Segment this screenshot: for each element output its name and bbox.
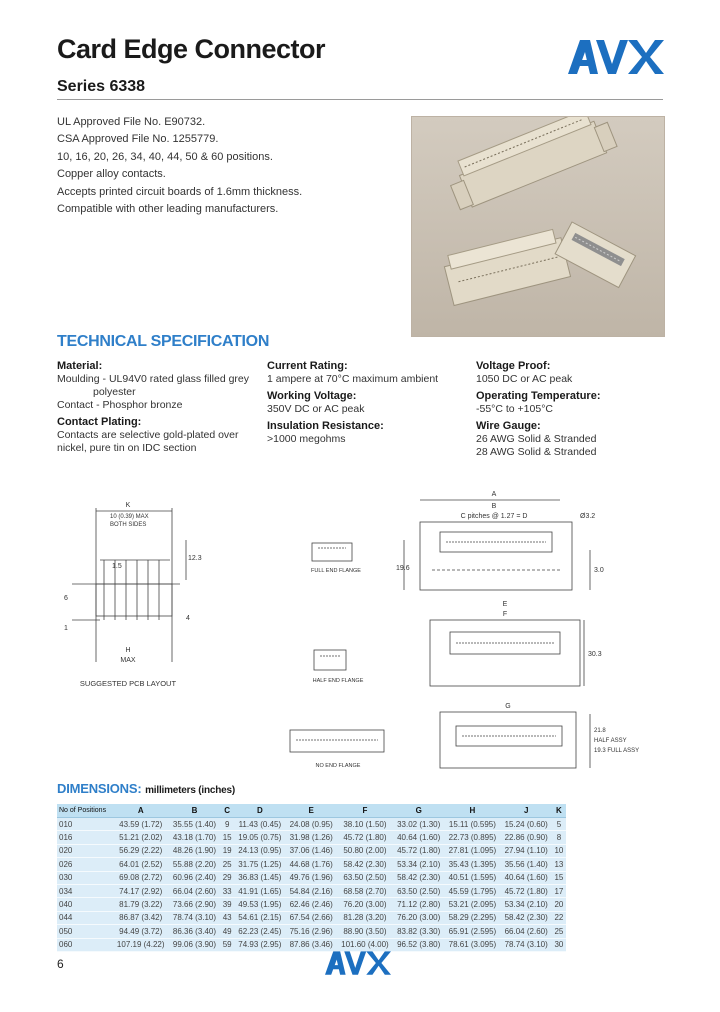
table-cell: 25 — [552, 925, 566, 938]
table-cell: 60.96 (2.40) — [169, 871, 220, 884]
table-cell: 81.79 (3.22) — [113, 898, 169, 911]
table-cell: 45.72 (1.80) — [501, 884, 552, 897]
table-cell: 88.90 (3.50) — [337, 925, 393, 938]
col-header: B — [169, 804, 220, 818]
table-cell: 49.53 (1.95) — [234, 898, 285, 911]
table-cell: 86.87 (3.42) — [113, 911, 169, 924]
dwg-label: F — [502, 611, 508, 618]
dimensions-heading — [57, 781, 235, 796]
table-cell: 59 — [220, 938, 234, 951]
table-cell: 29 — [220, 871, 234, 884]
table-cell: 050 — [57, 925, 113, 938]
material-line: Moulding - UL94V0 rated glass filled grey — [57, 373, 250, 385]
dwg-label: 1 — [64, 625, 68, 632]
table-cell: 40.64 (1.60) — [393, 831, 444, 844]
wire-value: 28 AWG Solid & Stranded — [476, 446, 597, 458]
current-value: 1 ampere at 70°C maximum ambient — [267, 373, 439, 385]
dimensions-unit: millimeters (inches) — [145, 785, 236, 796]
table-cell: 020 — [57, 844, 113, 857]
table-cell: 87.86 (3.46) — [286, 938, 337, 951]
table-cell: 83.82 (3.30) — [393, 925, 444, 938]
dwg-label: 21.8 — [594, 728, 606, 734]
table-cell: 78.74 (3.10) — [169, 911, 220, 924]
table-cell: 76.20 (3.00) — [337, 898, 393, 911]
dwg-label: 3.0 — [594, 567, 604, 574]
series-subtitle: Series 6338 — [57, 78, 146, 95]
avx-logo — [568, 40, 664, 74]
table-cell: 45.59 (1.795) — [444, 884, 500, 897]
dwg-label: BOTH SIDES — [110, 522, 147, 528]
table-cell: 99.06 (3.90) — [169, 938, 220, 951]
table-cell: 58.42 (2.30) — [501, 911, 552, 924]
col-header: H — [444, 804, 500, 818]
table-header-row — [57, 804, 566, 818]
working-label: Working Voltage: — [267, 390, 357, 402]
table-cell: 19.05 (0.75) — [234, 831, 285, 844]
table-cell: 78.61 (3.095) — [444, 938, 500, 951]
col-header: D — [234, 804, 285, 818]
footer-avx-logo — [325, 951, 391, 975]
material-line: Contact - Phosphor bronze — [57, 399, 183, 411]
table-cell: 58.42 (2.30) — [337, 858, 393, 871]
page-number: 6 — [57, 957, 64, 971]
technical-drawing — [0, 480, 720, 780]
table-cell: 37.06 (1.46) — [286, 844, 337, 857]
tech-spec-heading: TECHNICAL SPECIFICATION — [57, 333, 270, 350]
table-cell: 51.21 (2.02) — [113, 831, 169, 844]
table-cell: 81.28 (3.20) — [337, 911, 393, 924]
table-cell: 11.43 (0.45) — [234, 818, 285, 831]
table-cell: 35.55 (1.40) — [169, 818, 220, 831]
table-cell: 010 — [57, 818, 113, 831]
table-cell: 66.04 (2.60) — [501, 925, 552, 938]
table-cell: 060 — [57, 938, 113, 951]
table-cell: 63.50 (2.50) — [337, 871, 393, 884]
table-cell: 040 — [57, 898, 113, 911]
table-cell: 15.24 (0.60) — [501, 818, 552, 831]
insulation-label: Insulation Resistance: — [267, 420, 384, 432]
plating-line: Contacts are selective gold-plated over — [57, 429, 239, 441]
dwg-label: HALF ASSY — [594, 738, 627, 744]
table-cell: 53.21 (2.095) — [444, 898, 500, 911]
col-header: K — [552, 804, 566, 818]
table-row — [57, 871, 566, 884]
dwg-label: HALF END FLANGE — [312, 678, 364, 684]
table-row — [57, 844, 566, 857]
table-cell: 62.23 (2.45) — [234, 925, 285, 938]
working-value: 350V DC or AC peak — [267, 403, 365, 415]
col-header: No of Positions — [57, 804, 113, 818]
table-cell: 016 — [57, 831, 113, 844]
plating-label: Contact Plating: — [57, 416, 142, 428]
table-cell: 24.13 (0.95) — [234, 844, 285, 857]
table-cell: 71.12 (2.80) — [393, 898, 444, 911]
table-cell: 25 — [220, 858, 234, 871]
table-cell: 030 — [57, 871, 113, 884]
table-cell: 10 — [552, 844, 566, 857]
dwg-label: E — [502, 601, 508, 608]
dwg-label: Ø3.2 — [580, 513, 596, 520]
table-cell: 034 — [57, 884, 113, 897]
table-cell: 45.72 (1.80) — [393, 844, 444, 857]
dwg-label: H — [125, 647, 131, 654]
table-cell: 36.83 (1.45) — [234, 871, 285, 884]
col-header: J — [501, 804, 552, 818]
table-cell: 5 — [552, 818, 566, 831]
table-cell: 38.10 (1.50) — [337, 818, 393, 831]
dwg-label: FULL END FLANGE — [311, 568, 361, 574]
table-cell: 15.11 (0.595) — [444, 818, 500, 831]
table-cell: 40.51 (1.595) — [444, 871, 500, 884]
table-cell: 56.29 (2.22) — [113, 844, 169, 857]
table-cell: 55.88 (2.20) — [169, 858, 220, 871]
table-cell: 49 — [220, 925, 234, 938]
current-label: Current Rating: — [267, 360, 348, 372]
dwg-label: A — [491, 491, 497, 498]
table-cell: 78.74 (3.10) — [501, 938, 552, 951]
logo-text: AVX — [568, 40, 570, 41]
table-cell: 73.66 (2.90) — [169, 898, 220, 911]
feature-list — [57, 114, 302, 218]
table-cell: 22 — [552, 911, 566, 924]
table-cell: 101.60 (4.00) — [337, 938, 393, 951]
col-header: F — [337, 804, 393, 818]
table-row — [57, 858, 566, 871]
table-row — [57, 818, 566, 831]
dwg-label: 30.3 — [588, 651, 602, 658]
table-cell: 19 — [220, 844, 234, 857]
table-cell: 74.93 (2.95) — [234, 938, 285, 951]
wire-label: Wire Gauge: — [476, 420, 541, 432]
table-cell: 43.59 (1.72) — [113, 818, 169, 831]
dwg-label: B — [491, 503, 497, 510]
table-cell: 58.42 (2.30) — [393, 871, 444, 884]
dwg-label: MAX — [120, 657, 136, 664]
table-cell: 54.61 (2.15) — [234, 911, 285, 924]
table-cell: 30 — [552, 938, 566, 951]
temp-label: Operating Temperature: — [476, 390, 601, 402]
table-cell: 15 — [220, 831, 234, 844]
dwg-label: 6 — [64, 595, 68, 602]
dimensions-title: DIMENSIONS: — [57, 781, 142, 796]
dwg-label: 10 (0.39) MAX — [110, 514, 149, 520]
table-cell: 35.56 (1.40) — [501, 858, 552, 871]
wire-value: 26 AWG Solid & Stranded — [476, 433, 597, 445]
col-header: C — [220, 804, 234, 818]
table-cell: 58.29 (2.295) — [444, 911, 500, 924]
table-cell: 69.08 (2.72) — [113, 871, 169, 884]
col-header: E — [286, 804, 337, 818]
table-cell: 22.73 (0.895) — [444, 831, 500, 844]
table-cell: 68.58 (2.70) — [337, 884, 393, 897]
dwg-label: 12.3 — [188, 555, 202, 562]
feature-item: Copper alloy contacts. — [57, 168, 166, 181]
page-title: Card Edge Connector — [57, 34, 326, 64]
table-cell: 17 — [552, 884, 566, 897]
table-row — [57, 831, 566, 844]
proof-value: 1050 DC or AC peak — [476, 373, 573, 385]
table-cell: 96.52 (3.80) — [393, 938, 444, 951]
dimensions-table — [57, 804, 566, 952]
table-cell: 66.04 (2.60) — [169, 884, 220, 897]
dwg-label: SUGGESTED PCB LAYOUT — [79, 679, 177, 688]
table-cell: 35.43 (1.395) — [444, 858, 500, 871]
table-row — [57, 938, 566, 951]
feature-item: UL Approved File No. E90732. — [57, 116, 206, 128]
table-cell: 9 — [220, 818, 234, 831]
table-cell: 53.34 (2.10) — [501, 898, 552, 911]
material-line: polyester — [93, 386, 136, 398]
table-cell: 22.86 (0.90) — [501, 831, 552, 844]
dwg-label: K — [125, 502, 131, 509]
dwg-label: 19.6 — [396, 565, 410, 572]
dwg-label: 19.3 FULL ASSY — [594, 748, 640, 754]
table-cell: 8 — [552, 831, 566, 844]
table-cell: 62.46 (2.46) — [286, 898, 337, 911]
table-cell: 24.08 (0.95) — [286, 818, 337, 831]
plating-line: nickel, pure tin on IDC section — [57, 442, 197, 454]
table-cell: 76.20 (3.00) — [393, 911, 444, 924]
dwg-label: C pitches @ 1.27 = D — [460, 513, 528, 520]
dwg-label: NO END FLANGE — [315, 763, 361, 769]
table-cell: 13 — [552, 858, 566, 871]
table-cell: 50.80 (2.00) — [337, 844, 393, 857]
spec-col-3 — [476, 360, 666, 459]
table-row — [57, 884, 566, 897]
table-cell: 39 — [220, 898, 234, 911]
proof-label: Voltage Proof: — [476, 360, 551, 372]
table-cell: 15 — [552, 871, 566, 884]
table-cell: 94.49 (3.72) — [113, 925, 169, 938]
table-cell: 026 — [57, 858, 113, 871]
table-cell: 31.75 (1.25) — [234, 858, 285, 871]
table-cell: 48.26 (1.90) — [169, 844, 220, 857]
table-cell: 53.34 (2.10) — [393, 858, 444, 871]
table-row — [57, 898, 566, 911]
col-header: G — [393, 804, 444, 818]
table-cell: 67.54 (2.66) — [286, 911, 337, 924]
table-cell: 64.01 (2.52) — [113, 858, 169, 871]
feature-item: Compatible with other leading manufacturers. — [57, 203, 279, 216]
col-header: A — [113, 804, 169, 818]
table-cell: 86.36 (3.40) — [169, 925, 220, 938]
table-cell: 27.94 (1.10) — [501, 844, 552, 857]
feature-item: CSA Approved File No. 1255779. — [57, 133, 219, 146]
table-cell: 41.91 (1.65) — [234, 884, 285, 897]
table-row — [57, 911, 566, 924]
table-cell: 20 — [552, 898, 566, 911]
table-cell: 74.17 (2.92) — [113, 884, 169, 897]
footer-logo-text: AVX — [325, 951, 327, 953]
table-cell: 107.19 (4.22) — [113, 938, 169, 951]
table-cell: 54.84 (2.16) — [286, 884, 337, 897]
header-divider — [57, 99, 663, 100]
feature-item: 10, 16, 20, 26, 34, 40, 44, 50 & 60 positions. — [57, 150, 273, 163]
product-photo — [411, 116, 665, 337]
table-cell: 33 — [220, 884, 234, 897]
insulation-value: >1000 megohms — [267, 433, 346, 445]
table-cell: 31.98 (1.26) — [286, 831, 337, 844]
dwg-label: 4 — [186, 615, 190, 622]
table-row — [57, 925, 566, 938]
temp-value: -55°C to +105°C — [476, 403, 553, 415]
spec-col-2 — [267, 360, 467, 446]
table-cell: 45.72 (1.80) — [337, 831, 393, 844]
table-cell: 75.16 (2.96) — [286, 925, 337, 938]
table-cell: 044 — [57, 911, 113, 924]
dwg-label: G — [505, 703, 511, 710]
spec-col-1 — [57, 360, 257, 455]
feature-item: Accepts printed circuit boards of 1.6mm thickness. — [57, 185, 303, 198]
table-cell: 27.81 (1.095) — [444, 844, 500, 857]
table-cell: 40.64 (1.60) — [501, 871, 552, 884]
table-cell: 43 — [220, 911, 234, 924]
table-cell: 44.68 (1.76) — [286, 858, 337, 871]
table-cell: 63.50 (2.50) — [393, 884, 444, 897]
table-cell: 33.02 (1.30) — [393, 818, 444, 831]
material-label: Material: — [57, 360, 103, 372]
table-cell: 49.76 (1.96) — [286, 871, 337, 884]
table-cell: 43.18 (1.70) — [169, 831, 220, 844]
dwg-label: 1.5 — [112, 563, 122, 570]
table-cell: 65.91 (2.595) — [444, 925, 500, 938]
